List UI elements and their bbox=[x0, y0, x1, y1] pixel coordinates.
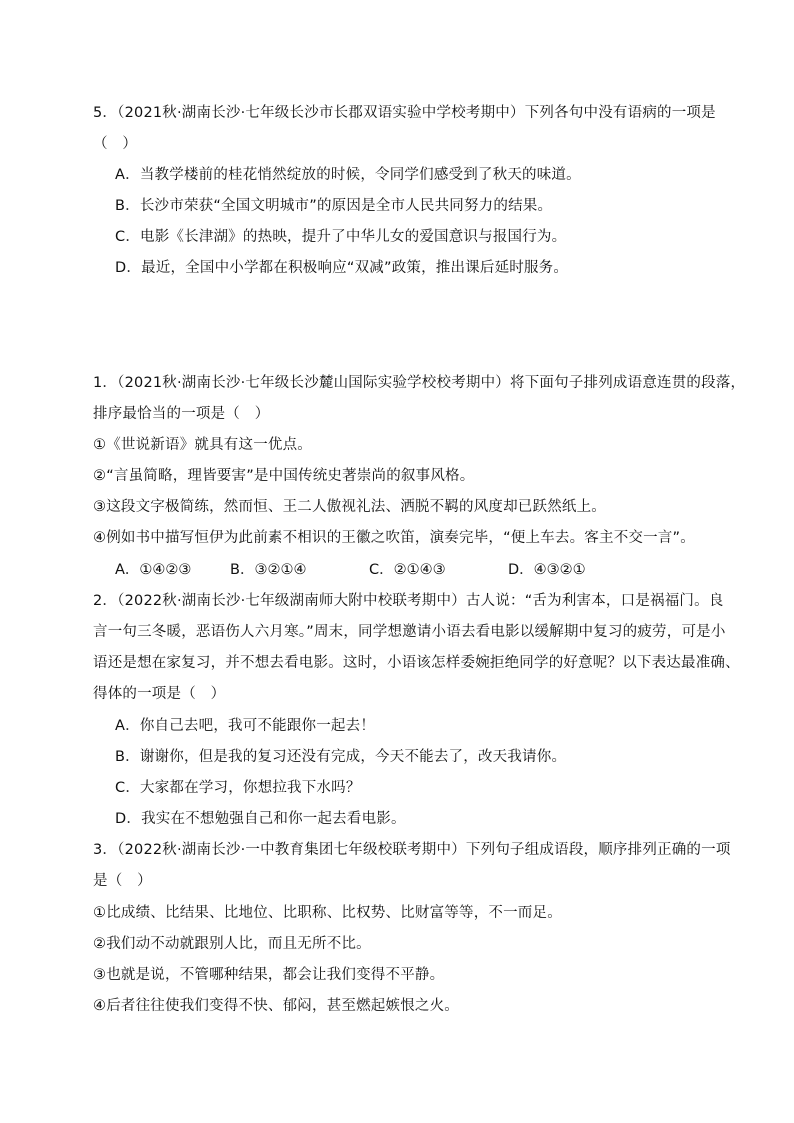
question-text: 将下面句子排列成语意连贯的段落， bbox=[510, 375, 746, 391]
question-number: 1． bbox=[93, 375, 118, 391]
question-5-bracket: （ ） bbox=[93, 136, 138, 152]
question-3-stem-line2: 是（ ） bbox=[93, 873, 152, 889]
question-3-stem bbox=[93, 840, 731, 860]
question-2-option-b: B．谢谢你，但是我的复习还没有完成，今天不能去了，改天我请你。 bbox=[115, 749, 567, 765]
question-source: （2022秋·湖南长沙·七年级湖南师大附中校联考期中） bbox=[117, 593, 466, 609]
question-1-option-d: D．④③②① bbox=[508, 562, 586, 578]
question-3-sentence-2: ②我们动不动就跟别人比，而且无所不比。 bbox=[93, 936, 371, 952]
question-2-stem bbox=[93, 591, 724, 611]
question-text: 下列各句中没有语病的一项是 bbox=[524, 105, 716, 121]
question-3-sentence-3: ③也就是说，不管哪种结果，都会让我们变得不平静。 bbox=[93, 967, 445, 983]
question-2-option-a: A．你自己去吧，我可不能跟你一起去！ bbox=[115, 718, 376, 734]
question-5-option-a: A．当教学楼前的桂花悄然绽放的时候，令同学们感受到了秋天的味道。 bbox=[115, 167, 581, 183]
question-1-option-b: B．③②①④ bbox=[230, 562, 307, 578]
question-source: （2021秋·湖南长沙·七年级长沙市长郡双语实验中学校考期中） bbox=[117, 105, 525, 121]
question-1-sentence-2: ②“言虽简略，理皆要害”是中国传统史著崇尚的叙事风格。 bbox=[93, 468, 475, 484]
question-3-sentence-4: ④后者往往使我们变得不快、郁闷，甚至燃起嫉恨之火。 bbox=[93, 998, 459, 1014]
question-text: 下列句子组成语段，顺序排列正确的一项 bbox=[465, 842, 731, 858]
question-text: 古人说：“舌为利害本，口是祸福门。良 bbox=[465, 593, 724, 609]
question-2-stem-line2: 言一句三冬暖，恶语伤人六月寒。”周末，同学想邀请小语去看电影以缓解期中复习的疲劳，可是小 bbox=[93, 624, 726, 640]
question-1-stem-line2: 排序最恰当的一项是（ ） bbox=[93, 406, 270, 422]
question-source: （2021秋·湖南长沙·七年级长沙麓山国际实验学校校考期中） bbox=[117, 375, 511, 391]
question-1-option-a: A．①④②③ bbox=[115, 562, 192, 578]
question-1-sentence-1: ①《世说新语》就具有这一优点。 bbox=[93, 437, 312, 453]
question-source: （2022秋·湖南长沙·一中教育集团七年级校联考期中） bbox=[117, 842, 466, 858]
question-1-sentence-4: ④例如书中描写恒伊为此前素不相识的王徽之吹笛，演奏完毕，“便上车去。客主不交一言”。 bbox=[93, 530, 695, 546]
question-1-sentence-3: ③这段文字极简练，然而恒、王二人傲视礼法、洒脱不羁的风度却已跃然纸上。 bbox=[93, 499, 606, 515]
question-number: 2． bbox=[93, 593, 118, 609]
question-2-stem-line4: 得体的一项是（ ） bbox=[93, 686, 226, 702]
question-2-option-d: D．我实在不想勉强自己和你一起去看电影。 bbox=[115, 811, 406, 827]
question-5-option-b: B．长沙市荣获“全国文明城市”的原因是全市人民共同努力的结果。 bbox=[115, 198, 553, 214]
question-5-option-c: C．电影《长津湖》的热映，提升了中华儿女的爱国意识与报国行为。 bbox=[115, 229, 567, 245]
question-2-option-c: C．大家都在学习，你想拉我下水吗？ bbox=[115, 780, 361, 796]
question-1-stem bbox=[93, 373, 745, 393]
question-5-stem bbox=[93, 103, 716, 123]
question-3-sentence-1: ①比成绩、比结果、比地位、比职称、比权势、比财富等等，不一而足。 bbox=[93, 905, 562, 921]
question-number: 5． bbox=[93, 105, 118, 121]
question-2-stem-line3: 语还是想在家复习，并不想去看电影。这时，小语该怎样委婉拒绝同学的好意呢？以下表达最准确、 bbox=[93, 655, 740, 671]
question-1-option-c: C．②①④③ bbox=[369, 562, 446, 578]
question-number: 3． bbox=[93, 842, 118, 858]
question-5-option-d: D．最近，全国中小学都在积极响应“双减”政策，推出课后延时服务。 bbox=[115, 260, 569, 276]
